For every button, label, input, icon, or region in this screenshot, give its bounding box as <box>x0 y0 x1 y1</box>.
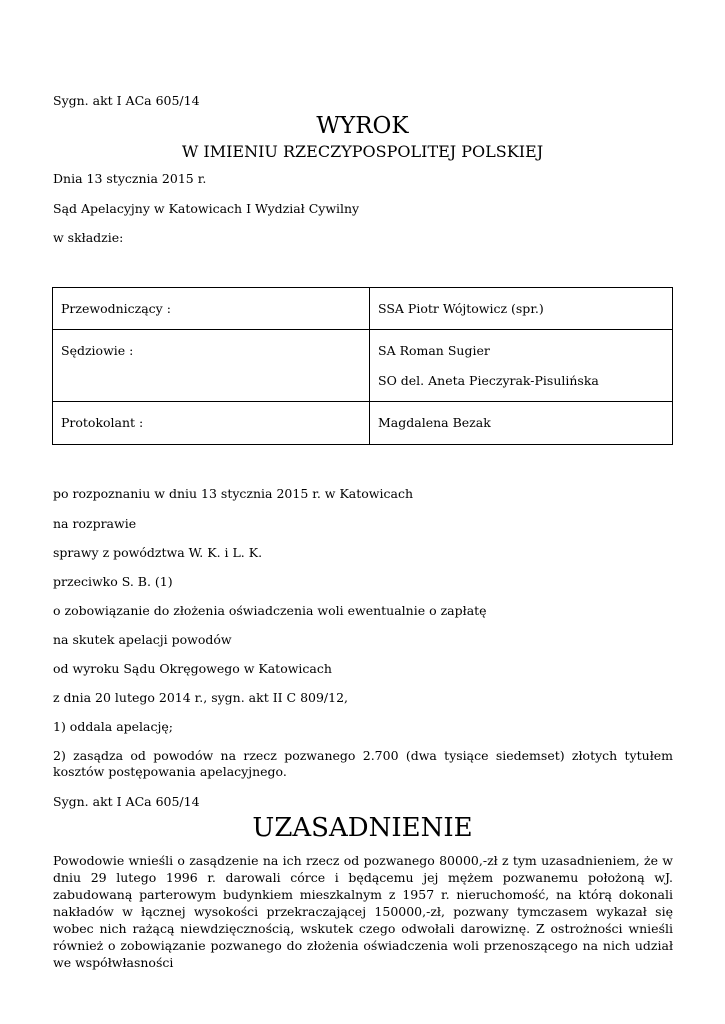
ruling-point-1: 1) oddala apelację; <box>53 719 173 734</box>
panel-name-clerk: Magdalena Bezak <box>378 415 491 430</box>
table-row <box>53 402 673 445</box>
court-name: Sąd Apelacyjny w Katowicach I Wydział Cywilny <box>53 201 360 216</box>
body-line: z dnia 20 lutego 2014 r., sygn. akt II C 809/12, <box>53 690 349 705</box>
justification-title: UZASADNIENIE <box>252 813 473 843</box>
judgment-date: Dnia 13 stycznia 2015 r. <box>53 171 207 186</box>
body-line: od wyroku Sądu Okręgowego w Katowicach <box>53 661 332 676</box>
judgment-title: WYROK <box>316 113 409 139</box>
composition-label: w składzie: <box>53 230 124 245</box>
panel-name-judge-1: SA Roman Sugier <box>378 343 490 358</box>
case-reference: Sygn. akt I ACa 605/14 <box>53 93 200 108</box>
justification-paragraph: Powodowie wnieśli o zasądzenie na ich rzecz od pozwanego 80000,-zł z tym uzasadnieniem, że w dniu 29 lutego 1996 r. darowali córce i będącemu jej mężem pozwanemu położoną wJ. zabudowaną parterowym budynkiem mieszkalnym z 1957 r. nieruchomość, na którą dokonali nakładów w łącznej wysokości przekraczającej 150000,-zł, pozwany tymczasem wykazał się wobec nich rażącą niewdzięcznością, wskutek czego odwołali darowiznę. Z ostrożności wnieśli również o zobowiązanie pozwanego do złożenia oświadczenia woli przenoszącego na nich udział we współwłasności <box>53 853 673 970</box>
body-line: na skutek apelacji powodów <box>53 632 232 647</box>
table-row <box>53 288 673 330</box>
panel-role-presiding: Przewodniczący : <box>61 301 171 316</box>
panel-name-presiding: SSA Piotr Wójtowicz (spr.) <box>378 301 544 316</box>
panel-role-cell <box>53 330 370 402</box>
judgment-subtitle: W IMIENIU RZECZYPOSPOLITEJ POLSKIEJ <box>181 142 544 161</box>
panel-name-cell <box>370 288 673 330</box>
justification-case-reference: Sygn. akt I ACa 605/14 <box>53 794 200 809</box>
panel-name-judge-2: SO del. Aneta Pieczyrak-Pisulińska <box>378 373 599 388</box>
panel-role-cell <box>53 402 370 445</box>
body-line: przeciwko S. B. (1) <box>53 574 173 589</box>
body-line: o zobowiązanie do złożenia oświadczenia woli ewentualnie o zapłatę <box>53 603 487 618</box>
body-line: sprawy z powództwa W. K. i L. K. <box>53 545 263 560</box>
panel-name-cell <box>370 402 673 445</box>
body-line: na rozprawie <box>53 516 137 531</box>
panel-name-cell <box>370 330 673 402</box>
table-row <box>53 330 673 402</box>
court-panel-table <box>52 287 673 445</box>
panel-role-clerk: Protokolant : <box>61 415 144 430</box>
panel-role-judges: Sędziowie : <box>61 343 134 358</box>
ruling-point-2: 2) zasądza od powodów na rzecz pozwanego 2.700 (dwa tysiące siedemset) złotych tytułem kosztów postępowania apelacyjnego. <box>53 748 673 779</box>
body-line: po rozpoznaniu w dniu 13 stycznia 2015 r. w Katowicach <box>53 486 414 501</box>
panel-role-cell <box>53 288 370 330</box>
